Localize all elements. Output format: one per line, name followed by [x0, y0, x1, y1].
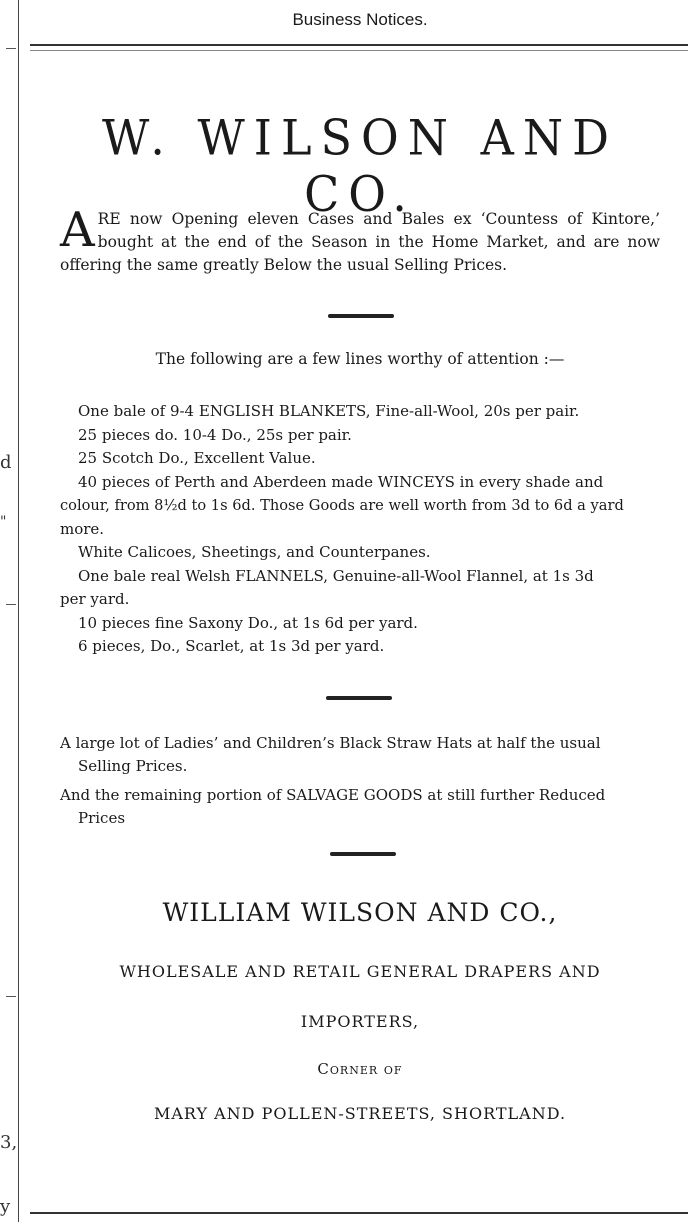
signature-name: WILLIAM WILSON AND CO.,	[162, 898, 558, 927]
salvage-line: Prices	[78, 809, 126, 827]
list-item: White Calicoes, Sheetings, and Counterpanes.	[78, 543, 431, 561]
margin-char: 3,	[0, 1132, 18, 1153]
list-item: One bale real Welsh FLANNELS, Genuine-all-Wool Flannel, at 1s 3d	[78, 566, 594, 585]
header-rule	[30, 44, 688, 46]
margin-char: d	[0, 452, 12, 473]
divider-dash	[328, 314, 394, 318]
list-item: per yard.	[60, 590, 130, 608]
list-item: colour, from 8½d to 1s 6d. Those Goods are well worth from 3d to 6d a yard	[60, 497, 624, 514]
list-item: more.	[60, 519, 105, 538]
salvage-line: And the remaining portion of SALVAGE GOODS at still further Reduced	[60, 786, 606, 804]
divider-dash	[330, 852, 396, 856]
hats-line: Selling Prices.	[78, 757, 188, 775]
goods-list	[60, 400, 660, 659]
margin-tick	[6, 604, 16, 605]
advert-title: W. WILSON AND CO.	[102, 109, 618, 223]
header-rule-thin	[30, 50, 688, 51]
signature-line: Corner of	[317, 1060, 403, 1078]
margin-tick	[6, 996, 16, 997]
signature-address: MARY AND POLLEN-STREETS, SHORTLAND.	[153, 1104, 567, 1123]
list-item: 6 pieces, Do., Scarlet, at 1s 3d per yard.	[78, 637, 385, 655]
list-item: 40 pieces of Perth and Aberdeen made WINCEYS in every shade and	[78, 472, 604, 491]
hats-line: A large lot of Ladies’ and Children’s Black Straw Hats at half the usual	[60, 734, 601, 752]
attention-line: The following are a few lines worthy of attention :—	[155, 350, 565, 368]
list-item: 10 pieces fine Saxony Do., at 1s 6d per yard.	[78, 613, 418, 632]
margin-tick	[6, 48, 16, 49]
list-item: One bale of 9-4 ENGLISH BLANKETS, Fine-all-Wool, 20s per pair.	[78, 402, 580, 420]
margin-char: y	[0, 1196, 11, 1217]
margin-char: "	[0, 514, 7, 530]
list-item: 25 Scotch Do., Excellent Value.	[78, 449, 316, 467]
intro-paragraph	[60, 202, 660, 277]
intro-text: RE now Opening eleven Cases and Bales ex ‘Countess of Kintore,’ bought at the end of the Season in the Home Market, and are now offering the same greatly Below the usual Selling Prices.	[60, 210, 660, 274]
footer-rule	[30, 1212, 688, 1214]
column-rule-left	[18, 0, 19, 1222]
signature-line: IMPORTERS,	[300, 1012, 420, 1031]
signature-line: WHOLESALE AND RETAIL GENERAL DRAPERS AND	[119, 962, 601, 981]
divider-dash	[326, 696, 392, 700]
section-header: Business Notices.	[292, 10, 428, 29]
list-item: 25 pieces do. 10-4 Do., 25s per pair.	[78, 425, 352, 444]
hats-paragraph	[60, 732, 660, 830]
drop-cap: A	[60, 202, 95, 258]
